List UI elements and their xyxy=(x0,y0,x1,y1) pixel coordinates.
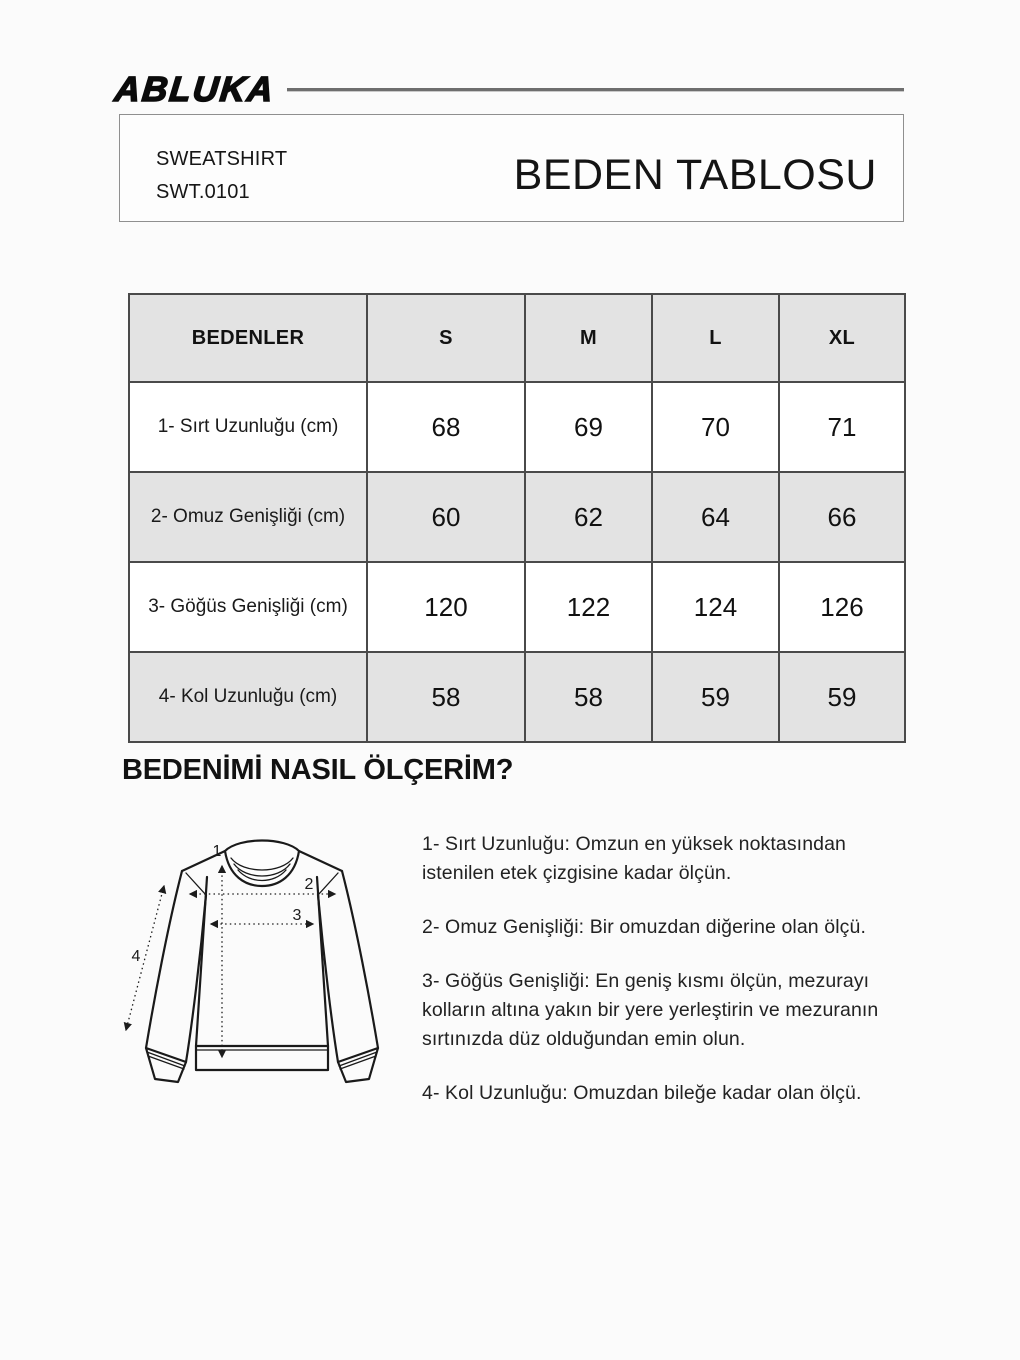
column-header-m: M xyxy=(525,294,652,382)
section-heading: BEDENİMİ NASIL ÖLÇERİM? xyxy=(122,754,514,786)
brand-rule-line xyxy=(287,88,904,92)
brand-row xyxy=(112,70,904,109)
size-table-row xyxy=(129,382,905,472)
arrow-label-2: 2 xyxy=(304,876,314,893)
size-table xyxy=(128,293,906,743)
size-value: 69 xyxy=(525,382,652,472)
instruction-shoulder-width: 2- Omuz Genişliği: Bir omuzdan diğerine olan ölçü. xyxy=(422,916,866,938)
sweatshirt-seams xyxy=(147,858,377,1069)
size-value: 126 xyxy=(779,562,905,652)
sweatshirt-diagram xyxy=(110,820,420,1110)
measurement-arrows xyxy=(126,866,335,1057)
size-value: 58 xyxy=(525,652,652,742)
brand-logo: ABLUKA xyxy=(112,70,277,109)
size-table-row xyxy=(129,652,905,742)
arrow-label-1: 1 xyxy=(212,843,222,860)
size-table-body xyxy=(129,382,905,742)
arrow-label-3: 3 xyxy=(292,907,302,924)
instruction-back-length: 1- Sırt Uzunluğu: Omzun en yüksek noktasından istenilen etek çizgisine kadar ölçün. xyxy=(422,833,846,884)
size-table-header-row xyxy=(129,294,905,382)
size-chart-title: BEDEN TABLOSU xyxy=(513,150,877,199)
size-value: 124 xyxy=(652,562,779,652)
column-header-xl: XL xyxy=(779,294,905,382)
measurement-label: 1- Sırt Uzunluğu (cm) xyxy=(129,382,367,472)
product-name: SWEATSHIRT xyxy=(156,147,288,170)
size-value: 64 xyxy=(652,472,779,562)
column-header-l: L xyxy=(652,294,779,382)
instruction-chest-width: 3- Göğüs Genişliği: En geniş kısmı ölçün, mezurayı kolların altına yakın bir yere yerleştirin ve mezuranın sırtınızda düz olduğundan emin olun. xyxy=(422,970,879,1050)
size-value: 122 xyxy=(525,562,652,652)
arrow-label-4: 4 xyxy=(131,948,141,965)
measurement-label: 3- Göğüs Genişliği (cm) xyxy=(129,562,367,652)
header-box xyxy=(119,114,904,222)
instructions-list xyxy=(422,830,918,1133)
size-value: 60 xyxy=(367,472,525,562)
size-value: 70 xyxy=(652,382,779,472)
size-value: 120 xyxy=(367,562,525,652)
size-table-row xyxy=(129,472,905,562)
instruction-sleeve-length: 4- Kol Uzunluğu: Omuzdan bileğe kadar olan ölçü. xyxy=(422,1082,862,1104)
size-value: 62 xyxy=(525,472,652,562)
size-value: 59 xyxy=(652,652,779,742)
size-value: 71 xyxy=(779,382,905,472)
size-value: 66 xyxy=(779,472,905,562)
size-value: 68 xyxy=(367,382,525,472)
size-value: 58 xyxy=(367,652,525,742)
product-block xyxy=(156,149,287,202)
sweatshirt-outline xyxy=(146,841,378,1083)
measurement-label: 4- Kol Uzunluğu (cm) xyxy=(129,652,367,742)
product-code: SWT.0101 xyxy=(156,180,250,203)
measurement-label: 2- Omuz Genişliği (cm) xyxy=(129,472,367,562)
column-header-bedenler: BEDENLER xyxy=(129,294,367,382)
size-value: 59 xyxy=(779,652,905,742)
column-header-s: S xyxy=(367,294,525,382)
size-table-row xyxy=(129,562,905,652)
